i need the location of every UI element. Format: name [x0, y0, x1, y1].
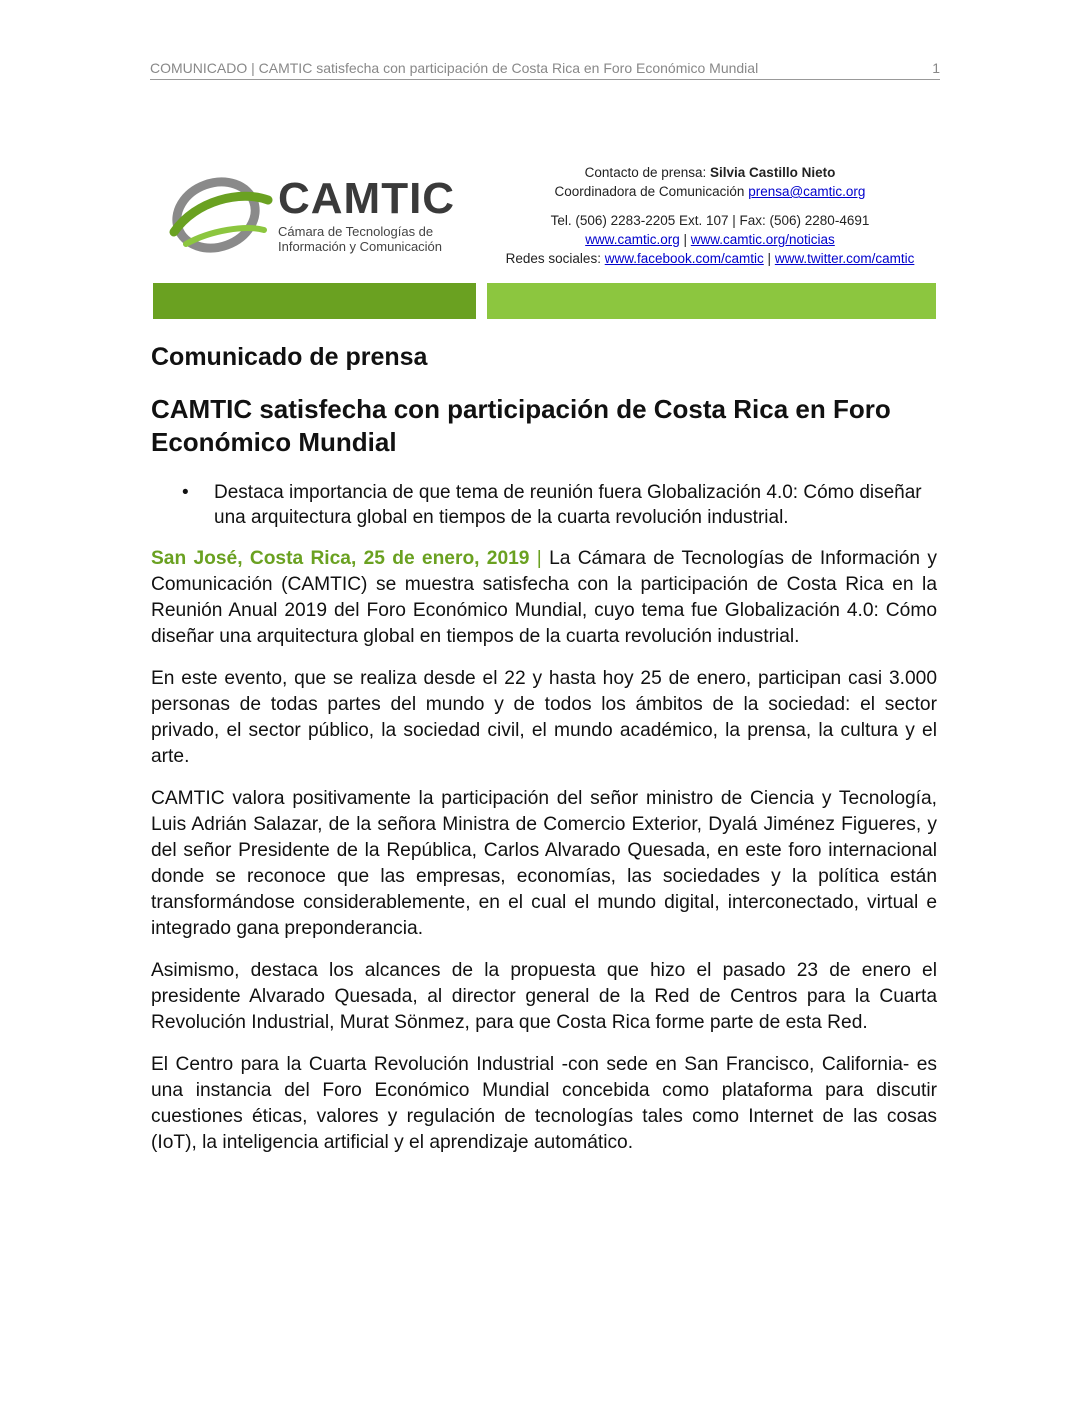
web-separator: | [683, 232, 687, 247]
logo-subtitle-line1: Cámara de Tecnologías de [278, 224, 434, 239]
facebook-link[interactable]: www.facebook.com/camtic [604, 251, 764, 266]
news-link[interactable]: www.camtic.org/noticias [690, 232, 835, 247]
body-paragraph: El Centro para la Cuarta Revolución Industrial -con sede en San Francisco, California- es una instancia del Foro Económico Mundial concebida como plataforma para discutir cuestiones éticas, valores y regulación de tecnologías tales como Internet de las cosas (IoT), la inteligencia artificial y el aprendizaje automático. [151, 1054, 937, 1153]
body-paragraph: Asimismo, destaca los alcances de la propuesta que hizo el pasado 23 de enero el presidente Alvarado Quesada, al director general de la Red de Centros para la Cuarta Revolución Industrial, Murat Sönmez, para que Costa Rica forme parte de esta Red. [151, 960, 937, 1033]
camtic-swirl-icon [166, 170, 276, 260]
phone-line: Tel. (506) 2283-2205 Ext. 107 | Fax: (506) 2280-4691 [550, 213, 870, 228]
web-line [500, 230, 920, 249]
highlight-item: • Destaca importancia de que tema de reunión fuera Globalización 4.0: Cómo diseñar una arquitectura global en tiempos de la cuarta revolución industrial. [170, 480, 940, 530]
camtic-logo [166, 170, 466, 260]
page-number: 1 [932, 60, 940, 76]
header-bar-dark [153, 283, 476, 319]
logo-subtitle [278, 224, 442, 254]
twitter-link[interactable]: www.twitter.com/camtic [774, 251, 915, 266]
press-label: Contacto de prensa: [584, 165, 707, 180]
social-separator: | [767, 251, 772, 266]
website-link[interactable]: www.camtic.org [585, 232, 680, 247]
dateline-separator: | [536, 548, 542, 569]
running-header [150, 60, 940, 80]
press-contact [500, 163, 920, 268]
press-name: Silvia Castillo Nieto [710, 165, 836, 180]
highlights-list [170, 480, 940, 530]
press-role: Coordinadora de Comunicación [554, 184, 745, 199]
social-label: Redes sociales: [505, 251, 601, 266]
running-title: COMUNICADO | CAMTIC satisfecha con participación de Costa Rica en Foro Económico Mundial [150, 60, 759, 76]
logo-subtitle-line2: Información y Comunicación [278, 239, 443, 254]
lead-paragraph [151, 546, 937, 650]
press-contact-line [500, 163, 920, 182]
dateline: San José, Costa Rica, 25 de enero, 2019 [151, 548, 530, 569]
article-title: CAMTIC satisfecha con participación de Costa Rica en Foro Económico Mundial [151, 394, 891, 457]
press-release-kicker: Comunicado de prensa [151, 343, 428, 371]
body-paragraph: CAMTIC valora positivamente la participación del señor ministro de Ciencia y Tecnología, Luis Adrián Salazar, de la señora Ministra de Comercio Exterior, Dyalá Jiménez Figueres, y del señor Presidente de la República, Carlos Alvarado Quesada, en este foro internacional donde se reconoce que las empresas, economías, las sociedades y la política están transformándose considerablemente, en el cual el mundo digital, interconectado, virtual e integrado gana preponderancia. [151, 788, 937, 939]
press-role-line [500, 182, 920, 201]
social-line [500, 249, 920, 268]
lead-text: La Cámara de Tecnologías de Información y Comunicación (CAMTIC) se muestra satisfecha con la participación de Costa Rica en la Reunión Anual 2019 del Foro Económico Mundial, cuyo tema fue Globalización 4.0: Cómo diseñar una arquitectura global en tiempos de la cuarta revolución industrial. [151, 548, 937, 647]
logo-name: CAMTIC [278, 174, 456, 223]
header-bar-light [487, 283, 936, 319]
body-paragraph: En este evento, que se realiza desde el 22 y hasta hoy 25 de enero, participan casi 3.000 personas de todas partes del mundo y de todos los ámbitos de la sociedad: el sector privado, el sector público, la sociedad civil, el mundo académico, la prensa, la cultura y el arte. [151, 668, 937, 767]
article-body [151, 546, 937, 1172]
press-email-link[interactable]: prensa@camtic.org [748, 184, 866, 199]
